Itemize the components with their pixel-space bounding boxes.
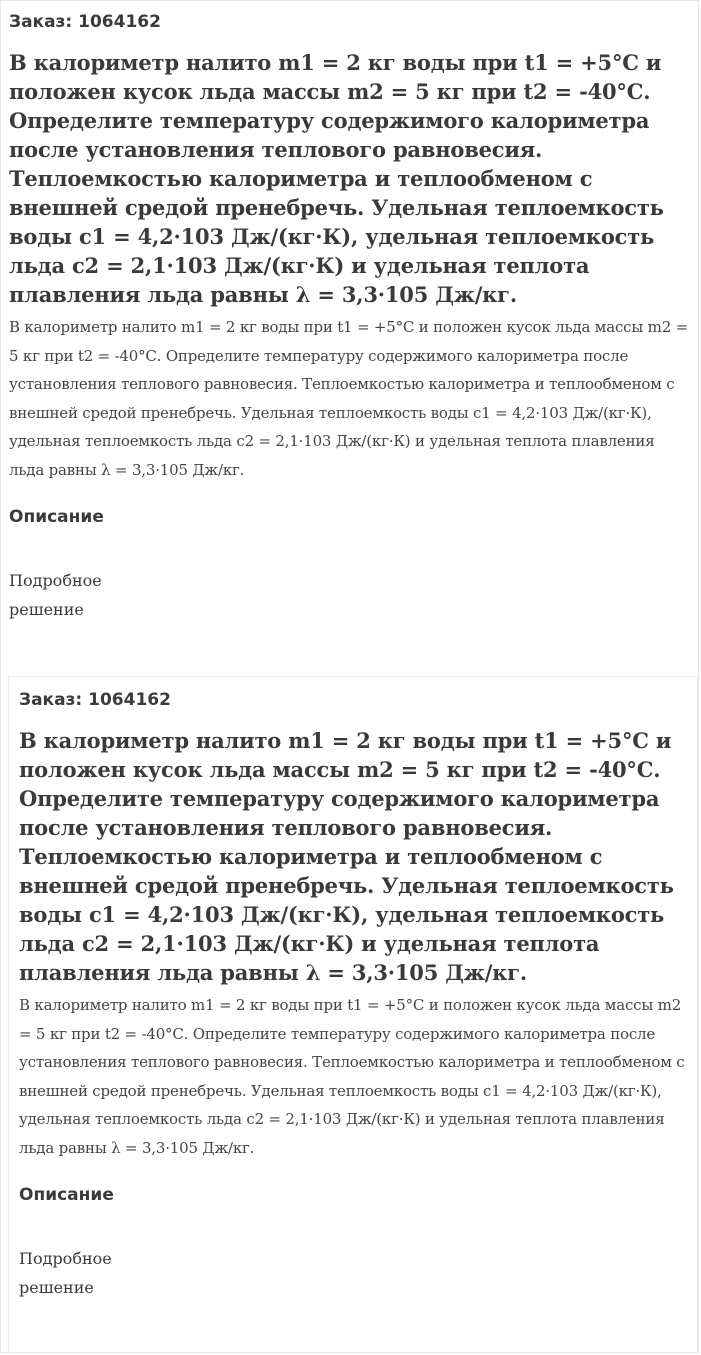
description-heading: Описание [19, 1185, 114, 1205]
question-text: В калориметр налито m1 = 2 кг воды при t1 = +5°С и положен кусок льда массы m2 = 5 кг при t2 = -40°С. Определите температуру содержимого калориметра после установления теплового равновесия. Теплоемкостью калориметра и теплообменом с внешней средой пренебречь. Удельная теплоемкость воды c1 = 4,2·103 Дж/(кг·К), удельная теплоемкость льда c2 = 2,1·103 Дж/(кг·К) и удельная теплота плавления льда равны λ = 3,3·105 Дж/кг. [19, 996, 685, 1157]
order-block-duplicate [8, 676, 698, 1353]
order-number: Заказ: 1064162 [19, 690, 171, 710]
question-title: В калориметр налито m1 = 2 кг воды при t1 = +5°С и положен кусок льда массы m2 = 5 кг при t2 = -40°С. Определите температуру содержимого калориметра после установления теплового равновесия. Теплоемкостью калориметра и теплообменом с внешней средой пренебречь. Удельная теплоемкость воды c1 = 4,2·103 Дж/(кг·К), удельная теплоемкость льда c2 = 2,1·103 Дж/(кг·К) и удельная теплота плавления льда равны λ = 3,3·105 Дж/кг. [9, 50, 664, 307]
order-block-primary [9, 0, 693, 624]
description-heading: Описание [9, 507, 104, 527]
detailed-solution-link[interactable]: Подробное решение [19, 1249, 112, 1297]
order-number: Заказ: 1064162 [9, 12, 161, 32]
question-title: В калориметр налито m1 = 2 кг воды при t1 = +5°С и положен кусок льда массы m2 = 5 кг при t2 = -40°С. Определите температуру содержимого калориметра после установления теплового равновесия. Теплоемкостью калориметра и теплообменом с внешней средой пренебречь. Удельная теплоемкость воды c1 = 4,2·103 Дж/(кг·К), удельная теплоемкость льда c2 = 2,1·103 Дж/(кг·К) и удельная теплота плавления льда равны λ = 3,3·105 Дж/кг. [19, 728, 674, 985]
detailed-solution-link[interactable]: Подробное решение [9, 571, 102, 619]
question-text: В калориметр налито m1 = 2 кг воды при t1 = +5°С и положен кусок льда массы m2 = 5 кг при t2 = -40°С. Определите температуру содержимого калориметра после установления теплового равновесия. Теплоемкостью калориметра и теплообменом с внешней средой пренебречь. Удельная теплоемкость воды c1 = 4,2·103 Дж/(кг·К), удельная теплоемкость льда c2 = 2,1·103 Дж/(кг·К) и удельная теплота плавления льда равны λ = 3,3·105 Дж/кг. [9, 318, 688, 479]
